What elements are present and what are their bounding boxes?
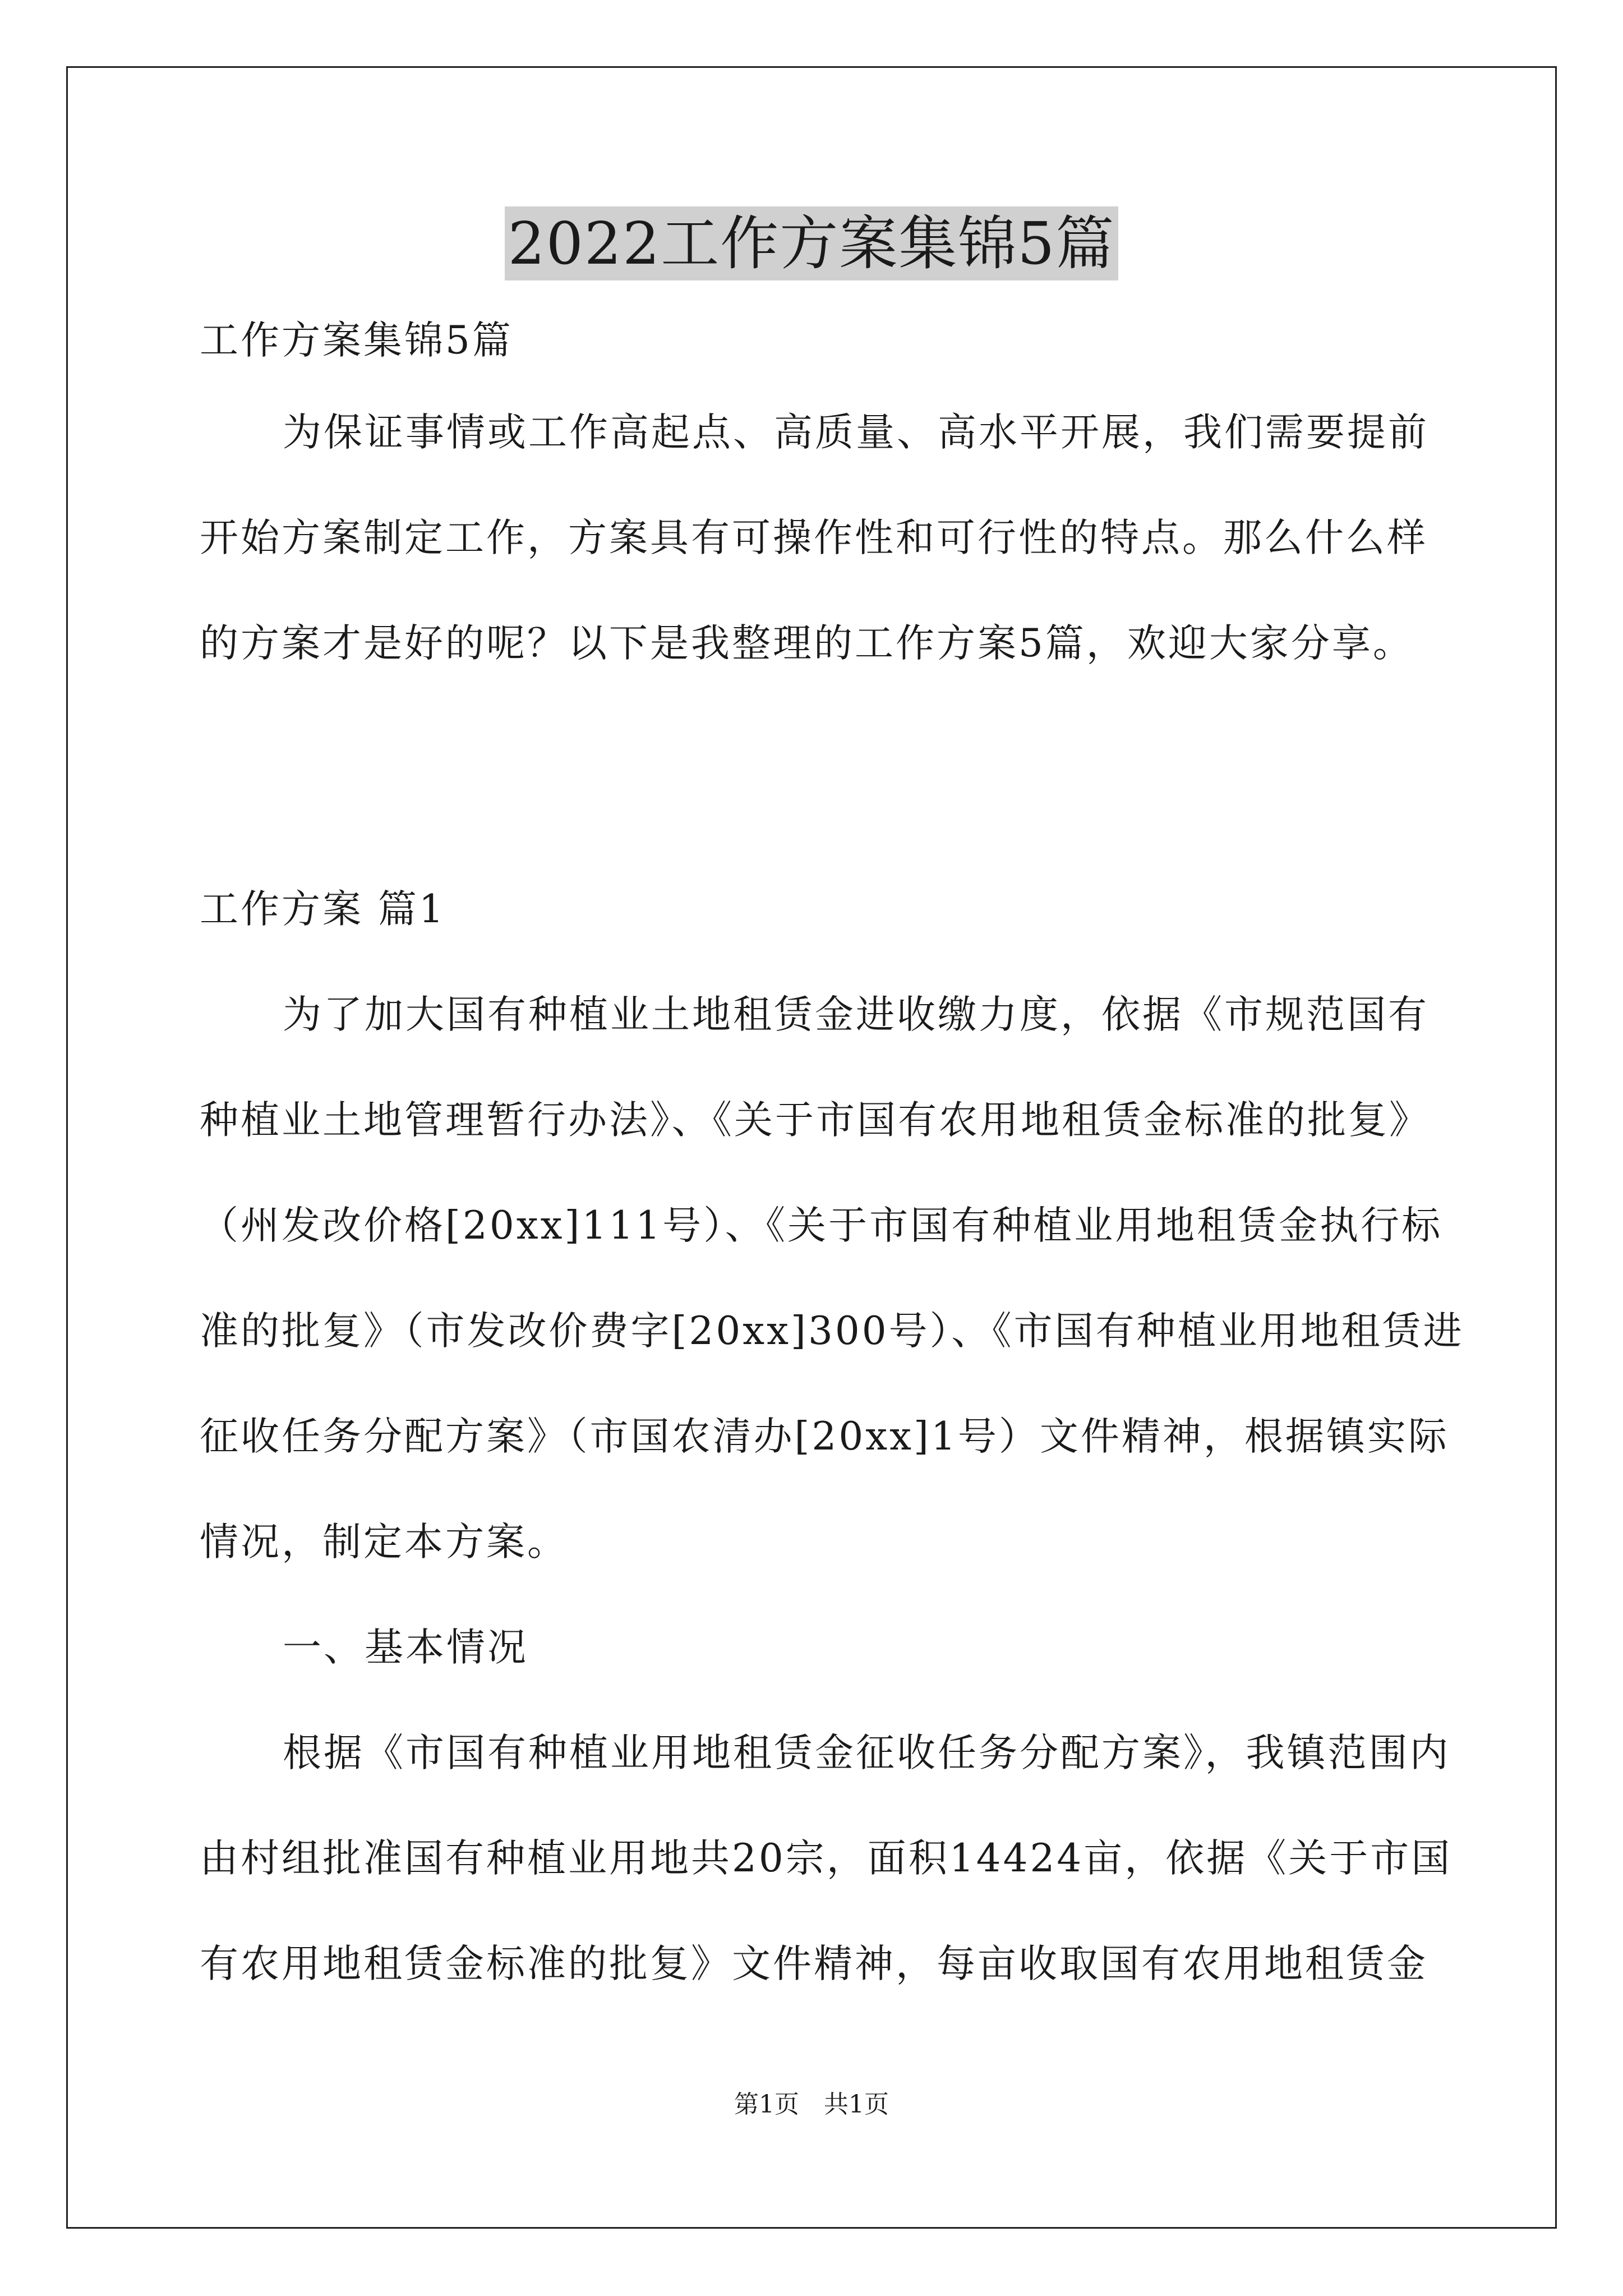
title-container — [0, 206, 1623, 280]
intro-line-1: 为保证事情或工作高起点、高质量、高水平开展，我们需要提前 — [283, 410, 1429, 455]
page-footer — [0, 2088, 1623, 2122]
para2-line-1: 根据《市国有种植业用地租赁金征收任务分配方案》，我镇范围内 — [283, 1731, 1451, 1775]
intro-heading: 工作方案集锦5篇 — [200, 318, 513, 363]
page-number: 第1页 共1页 — [734, 2090, 889, 2119]
subheading-basic-situation: 一、基本情况 — [283, 1625, 528, 1670]
para1-line-6: 情况，制定本方案。 — [200, 1520, 568, 1565]
intro-line-2: 开始方案制定工作，方案具有可操作性和可行性的特点。那么什么样 — [200, 516, 1428, 560]
para1-line-1: 为了加大国有种植业土地租赁金进收缴力度，依据《市规范国有 — [283, 992, 1429, 1037]
intro-line-3: 的方案才是好的呢？以下是我整理的工作方案5篇，欢迎大家分享。 — [200, 621, 1414, 666]
para1-line-4: 准的批复》（市发改价费字[20xx]300号）、《市国有种植业用地租赁进 — [200, 1309, 1464, 1354]
para2-line-3: 有农用地租赁金标准的批复》文件精神，每亩收取国有农用地租赁金 — [200, 1941, 1428, 1986]
document-title: 2022工作方案集锦5篇 — [505, 206, 1119, 280]
para1-line-3: （州发改价格[20xx]111号）、《关于市国有种植业用地租赁金执行标 — [200, 1203, 1443, 1248]
para1-line-5: 征收任务分配方案》（市国农清办[20xx]1号）文件精神，根据镇实际 — [200, 1414, 1449, 1459]
para1-line-2: 种植业土地管理暂行办法》、《关于市国有农用地租赁金标准的批复》 — [200, 1098, 1430, 1143]
para2-line-2: 由村组批准国有种植业用地共20宗，面积14424亩，依据《关于市国 — [200, 1836, 1453, 1881]
section-heading: 工作方案 篇1 — [200, 887, 446, 932]
document-body — [200, 314, 1464, 1990]
